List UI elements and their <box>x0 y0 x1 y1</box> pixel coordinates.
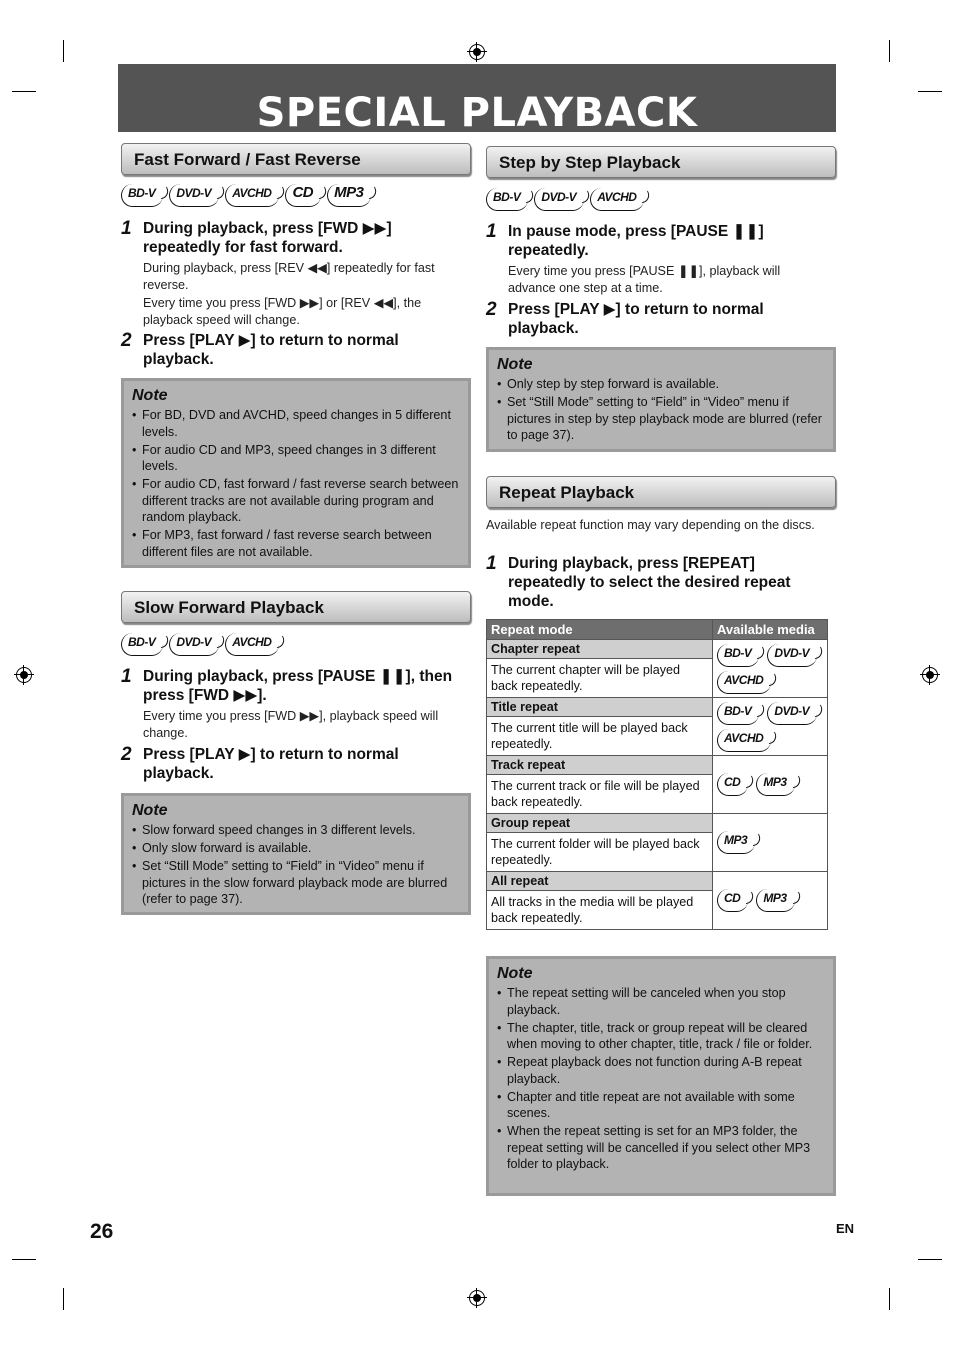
language-label: EN <box>836 1221 855 1236</box>
section-heading-repeat: Repeat Playback <box>486 476 836 508</box>
step-1-slow <box>121 667 466 742</box>
media-cell <box>713 872 828 930</box>
registration-mark-icon <box>469 44 485 60</box>
table-row <box>487 756 828 775</box>
step-instruction: In pause mode, press [PAUSE ❚❚] repeatedly. <box>508 223 764 259</box>
registration-mark-icon <box>16 667 32 683</box>
registration-mark-icon <box>469 1290 485 1306</box>
note-box-fast <box>121 378 471 568</box>
step-2-slow <box>121 745 466 785</box>
note-title: Note <box>497 356 533 373</box>
step-instruction: Press [PLAY ▶] to return to normal playback. <box>508 301 764 337</box>
media-badge-bd-v: BD-V <box>717 702 759 725</box>
registration-mark-icon <box>922 667 938 683</box>
step-instruction: Press [PLAY ▶] to return to normal playback. <box>143 746 399 782</box>
crop-mark <box>918 1259 942 1260</box>
media-badge-avchd: AVCHD <box>717 671 771 694</box>
repeat-mode-name: Title repeat <box>487 698 713 717</box>
media-cell <box>713 814 828 872</box>
media-badge-cd: CD <box>717 889 748 912</box>
media-badge-dvd-v: DVD-V <box>169 633 219 656</box>
media-badge-mp3: MP3 <box>717 831 755 854</box>
repeat-mode-name: Chapter repeat <box>487 640 713 659</box>
media-badge-dvd-v: DVD-V <box>169 184 219 207</box>
section-heading-step: Step by Step Playback <box>486 146 836 178</box>
repeat-mode-description: All tracks in the media will be played back repeatedly. <box>487 891 713 930</box>
note-list <box>132 822 460 908</box>
step-description <box>143 260 463 330</box>
page-number: 26 <box>90 1220 114 1243</box>
note-title: Note <box>497 965 533 982</box>
step-instruction: During playback, press [PAUSE ❚❚], then press [FWD ▶▶]. <box>143 668 453 704</box>
note-item: • For MP3, fast forward / fast reverse search between different files are not available. <box>132 527 460 560</box>
note-item: • For BD, DVD and AVCHD, speed changes in 5 different levels. <box>132 407 460 440</box>
note-title: Note <box>132 387 168 404</box>
note-list <box>132 407 460 560</box>
note-item: • Slow forward speed changes in 3 different levels. <box>132 822 460 839</box>
repeat-mode-name: All repeat <box>487 872 713 891</box>
note-item: • Repeat playback does not function during A-B repeat playback. <box>497 1054 825 1087</box>
step-number: 1 <box>121 666 132 687</box>
note-item: • The chapter, title, track or group repeat will be cleared when moving to other chapter, title, track / file or folder. <box>497 1020 825 1053</box>
table-row <box>487 814 828 833</box>
repeat-mode-description: The current title will be played back repeatedly. <box>487 717 713 756</box>
note-item: • For audio CD, fast forward / fast reverse search between different tracks are not available during program and random playback. <box>132 476 460 526</box>
media-badge-mp3: MP3 <box>327 184 371 207</box>
step-instruction: Press [PLAY ▶] to return to normal playback. <box>143 332 399 368</box>
note-item: • Set “Still Mode” setting to “Field” in “Video” menu if pictures in the slow forward playback mode are blurred (refer to page 37). <box>132 858 460 908</box>
step-number: 2 <box>121 330 132 351</box>
title-banner <box>118 64 836 136</box>
section-heading-slow: Slow Forward Playback <box>121 591 471 623</box>
step-1-step <box>486 222 831 300</box>
media-badge-dvd-v: DVD-V <box>767 644 817 667</box>
media-badges-step <box>486 188 644 211</box>
step-number: 2 <box>486 299 497 320</box>
note-title: Note <box>132 802 168 819</box>
note-item: • For audio CD and MP3, speed changes in 3 different levels. <box>132 442 460 475</box>
media-badge-avchd: AVCHD <box>717 729 771 752</box>
media-badge-mp3: MP3 <box>756 773 794 796</box>
crop-mark <box>63 1288 64 1310</box>
note-box-slow <box>121 793 471 915</box>
media-badge-mp3: MP3 <box>756 889 794 912</box>
media-badges-fast <box>121 184 371 207</box>
repeat-mode-name: Group repeat <box>487 814 713 833</box>
note-item: • Chapter and title repeat are not available with some scenes. <box>497 1089 825 1122</box>
step-1-repeat <box>486 554 831 614</box>
note-list <box>497 376 825 444</box>
media-badge-bd-v: BD-V <box>486 188 528 211</box>
media-badges-slow <box>121 633 279 656</box>
step-description-text: Every time you press [FWD ▶▶] or [REV ◀◀], the playback speed will change. <box>143 296 422 327</box>
media-cell <box>713 640 828 698</box>
media-badge-avchd: AVCHD <box>225 184 279 207</box>
media-badge-bd-v: BD-V <box>121 633 163 656</box>
page-title: SPECIAL PLAYBACK <box>256 90 698 136</box>
note-list <box>497 985 825 1173</box>
crop-mark <box>63 40 64 62</box>
media-badge-cd: CD <box>717 773 748 796</box>
repeat-mode-table <box>486 619 828 930</box>
crop-mark <box>12 1259 36 1260</box>
table-header-media: Available media <box>713 620 828 640</box>
note-item: • Only step by step forward is available. <box>497 376 825 393</box>
media-cell <box>713 756 828 814</box>
section-heading-fast: Fast Forward / Fast Reverse <box>121 143 471 175</box>
table-row <box>487 872 828 891</box>
step-number: 2 <box>121 744 132 765</box>
note-item: • Only slow forward is available. <box>132 840 460 857</box>
table-row <box>487 698 828 717</box>
step-1-fast <box>121 219 466 329</box>
crop-mark <box>918 91 942 92</box>
media-badge-avchd: AVCHD <box>225 633 279 656</box>
step-description: Every time you press [FWD ▶▶], playback speed will change. <box>143 709 439 740</box>
repeat-intro: Available repeat function may vary depending on the discs. <box>486 518 815 532</box>
media-badge-avchd: AVCHD <box>590 188 644 211</box>
table-header-mode: Repeat mode <box>487 620 713 640</box>
table-row <box>487 640 828 659</box>
crop-mark <box>12 91 36 92</box>
note-item: • Set “Still Mode” setting to “Field” in “Video” menu if pictures in step by step playback mode are blurred (refer to page 37). <box>497 394 825 444</box>
step-2-fast <box>121 331 466 371</box>
note-box-step <box>486 347 836 452</box>
media-badge-dvd-v: DVD-V <box>534 188 584 211</box>
step-instruction: During playback, press [FWD ▶▶] repeatedly for fast forward. <box>143 220 392 256</box>
media-badge-bd-v: BD-V <box>121 184 163 207</box>
step-description: Every time you press [PAUSE ❚❚], playback will advance one step at a time. <box>508 264 781 295</box>
step-description-text: During playback, press [REV ◀◀] repeatedly for fast reverse. <box>143 261 435 292</box>
media-badge-cd: CD <box>285 184 321 207</box>
repeat-mode-description: The current chapter will be played back repeatedly. <box>487 659 713 698</box>
repeat-mode-description: The current folder will be played back repeatedly. <box>487 833 713 872</box>
repeat-mode-name: Track repeat <box>487 756 713 775</box>
media-badge-dvd-v: DVD-V <box>767 702 817 725</box>
step-number: 1 <box>486 221 497 242</box>
repeat-mode-description: The current track or file will be played back repeatedly. <box>487 775 713 814</box>
step-number: 1 <box>121 218 132 239</box>
step-instruction: During playback, press [REPEAT] repeatedly to select the desired repeat mode. <box>508 555 791 610</box>
media-cell <box>713 698 828 756</box>
note-item: • The repeat setting will be canceled when you stop playback. <box>497 985 825 1018</box>
step-2-step <box>486 300 831 340</box>
crop-mark <box>889 1288 890 1310</box>
note-item: • When the repeat setting is set for an MP3 folder, the repeat setting will be cancelled if you select other MP3 folder to playback. <box>497 1123 825 1173</box>
step-number: 1 <box>486 553 497 574</box>
crop-mark <box>889 40 890 62</box>
note-box-repeat <box>486 956 836 1196</box>
media-badge-bd-v: BD-V <box>717 644 759 667</box>
table-header-row <box>487 620 828 640</box>
